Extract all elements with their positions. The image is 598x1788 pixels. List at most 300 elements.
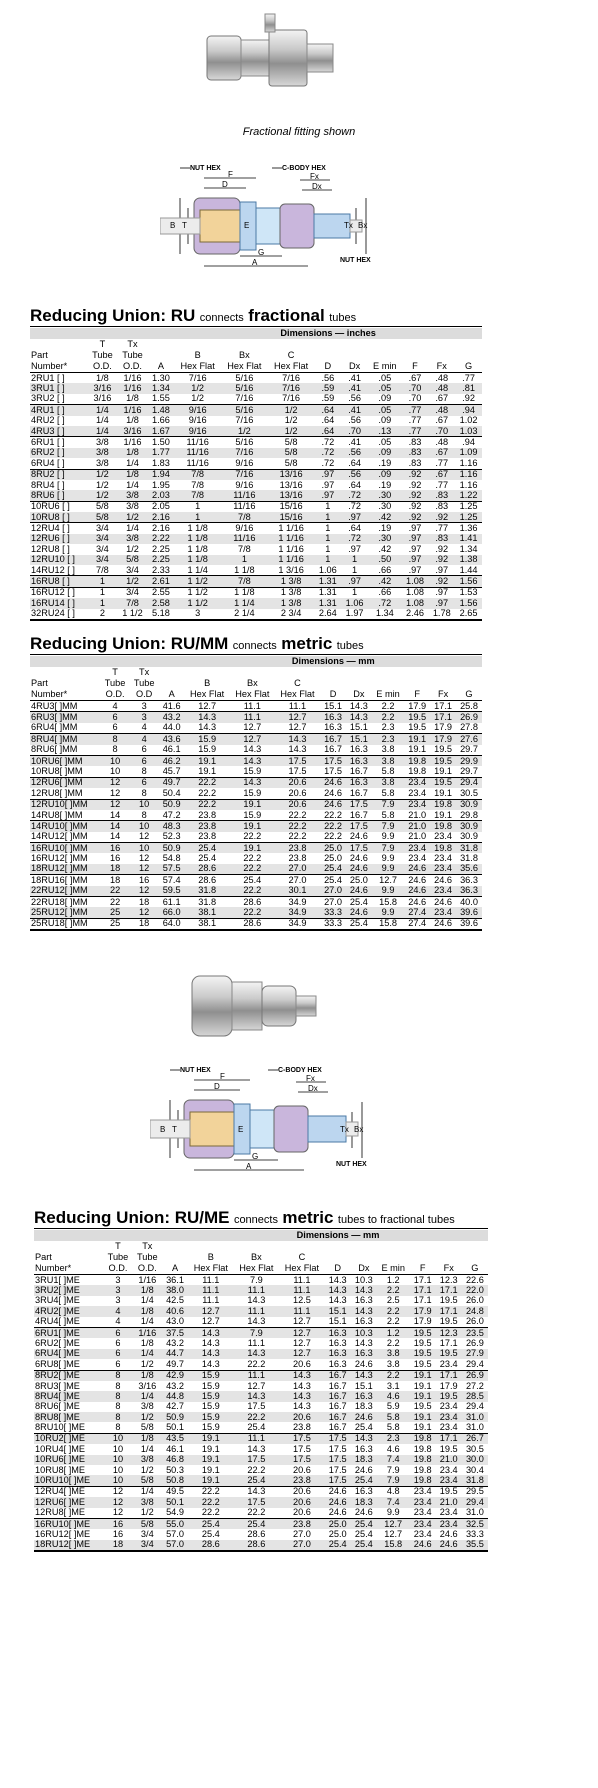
- table-cell: .64: [348, 479, 361, 490]
- table-cell: 1 1/2: [174, 576, 221, 587]
- column-header: [162, 1241, 188, 1252]
- table-cell: 3/4: [126, 564, 139, 575]
- header-cell: [30, 656, 185, 667]
- table-cell: 14.3: [328, 1274, 347, 1285]
- table-cell: 11.1: [234, 1370, 280, 1381]
- table-cell: 14.3: [328, 1295, 347, 1306]
- table-cell: 4: [112, 700, 118, 711]
- table-cell: 23.4: [439, 1464, 458, 1475]
- table-cell: 7/8: [174, 469, 221, 480]
- table-cell: 1/2: [268, 426, 315, 437]
- table-cell: 17.9: [408, 700, 427, 711]
- table-cell: .72: [341, 490, 368, 501]
- table-cell: 5/16: [221, 383, 268, 393]
- table-cell: 27.0: [320, 886, 346, 897]
- table-cell: 4.6: [386, 1443, 400, 1454]
- table-cell: 23.4: [408, 787, 427, 798]
- table-cell: 16.3: [325, 1349, 351, 1359]
- column-header: Hex Flat: [234, 1263, 280, 1275]
- diagram-label-nut-hex-2: NUT HEX: [340, 257, 371, 264]
- table-cell: 23.8: [275, 843, 320, 854]
- table-cell: 3: [141, 700, 147, 711]
- table-cell: 19.1: [408, 744, 427, 755]
- table-row: [34, 1455, 488, 1465]
- table-cell: 23.4: [413, 1528, 432, 1539]
- table-cell: 17.1: [436, 1306, 462, 1316]
- table-cell: 9/16: [174, 426, 221, 437]
- table-row: [30, 480, 482, 490]
- section-title-tail: tubes to fractional tubes: [337, 1214, 455, 1226]
- table-cell: 24.6: [354, 1464, 373, 1475]
- column-header: [377, 1252, 410, 1263]
- diagram-label-t: T: [172, 1125, 177, 1134]
- table-cell: 12: [130, 886, 159, 897]
- table-cell: 19.5: [413, 1337, 432, 1348]
- table-cell: 27.8: [460, 722, 478, 733]
- table-cell: .48: [428, 383, 455, 393]
- table-cell: 7/16: [282, 393, 301, 404]
- section-title-connects: connects: [199, 312, 244, 324]
- part-number-cell: 14RU12[ ]MM: [31, 831, 88, 842]
- table-cell: 37.5: [162, 1327, 188, 1338]
- table-cell: 11.1: [243, 700, 261, 711]
- column-header: Tube: [133, 1252, 162, 1263]
- table-cell: 42.5: [166, 1295, 184, 1306]
- table-cell: 17.5: [320, 755, 346, 766]
- table-cell: 28.6: [185, 875, 230, 886]
- table-cell: 7/16: [235, 393, 254, 404]
- table-cell: 22.2: [185, 777, 230, 788]
- table-row: [30, 565, 482, 576]
- table-cell: 2 1/4: [221, 609, 268, 620]
- table-cell: 9/16: [174, 405, 221, 416]
- table-cell: .97: [428, 598, 455, 608]
- table-cell: 27.6: [456, 734, 482, 745]
- column-header: [159, 667, 185, 678]
- table-cell: .67: [428, 469, 455, 480]
- table-cell: 30.4: [465, 1464, 484, 1475]
- table-cell: .64: [314, 405, 341, 416]
- table-cell: 7.9: [377, 1475, 410, 1486]
- section-title-connects: connects: [233, 1214, 278, 1226]
- table-cell: 24.6: [320, 777, 346, 788]
- table-cell: 1.06: [341, 598, 368, 608]
- table-cell: 8: [103, 1391, 132, 1401]
- table-cell: 3/8: [133, 1497, 162, 1507]
- table-cell: 18: [101, 864, 130, 875]
- table-cell: 22.2: [198, 787, 217, 798]
- column-header: Fx: [436, 1263, 462, 1275]
- table-cell: 43.2: [166, 1337, 184, 1348]
- table-cell: .72: [341, 534, 368, 544]
- table-cell: 1 3/8: [268, 576, 315, 587]
- table-cell: .72: [368, 598, 402, 608]
- table-cell: 7/8: [237, 543, 251, 554]
- table-cell: .05: [368, 383, 402, 393]
- table-cell: 3/8: [133, 1455, 162, 1465]
- table-cell: 36.3: [456, 886, 482, 897]
- table-cell: 14.3: [279, 1370, 325, 1381]
- table-cell: 17.1: [436, 1370, 462, 1381]
- table-cell: 27.2: [465, 1380, 484, 1391]
- table-cell: 12.3: [439, 1274, 458, 1285]
- table-cell: 9.9: [386, 1507, 400, 1518]
- table-cell: 16.3: [324, 722, 342, 733]
- table-cell: 42.7: [166, 1401, 184, 1412]
- table-cell: 26.0: [465, 1295, 484, 1306]
- header-row: [30, 678, 482, 689]
- table-cell: 12.7: [288, 722, 307, 733]
- table-cell: 2.3: [381, 722, 395, 733]
- section-title-ru-mm: [30, 634, 364, 654]
- table-cell: 27.9: [462, 1349, 488, 1359]
- table-cell: 17.5: [325, 1475, 351, 1486]
- table-cell: .72: [321, 457, 335, 468]
- table-cell: 23.4: [434, 853, 453, 864]
- table-cell: 16.7: [325, 1391, 351, 1401]
- table-cell: .42: [368, 512, 402, 523]
- table-cell: 25.4: [351, 1540, 377, 1551]
- table-row: [30, 587, 482, 598]
- table-cell: .92: [428, 512, 455, 523]
- section-title-main: Reducing Union: RU/MM: [30, 634, 229, 653]
- spec-table-ru: [30, 328, 482, 621]
- table-cell: 3/8: [117, 534, 147, 544]
- table-cell: 31.8: [185, 886, 230, 897]
- column-header: D: [320, 689, 346, 701]
- table-cell: 17.9: [434, 722, 453, 733]
- part-number-cell: 6RU4 [ ]: [31, 457, 65, 468]
- table-cell: 1.44: [459, 564, 478, 575]
- table-cell: .97: [341, 576, 368, 587]
- column-header: [455, 350, 482, 361]
- table-cell: 16.7: [328, 1422, 347, 1433]
- table-cell: 17.5: [328, 1464, 347, 1475]
- table-cell: 23.4: [434, 831, 453, 842]
- table-cell: 43.6: [159, 734, 185, 745]
- table-cell: 1/16: [117, 383, 147, 393]
- header-row: [30, 339, 482, 350]
- table-cell: 22.2: [188, 1486, 234, 1497]
- table-cell: 17.5: [325, 1455, 351, 1465]
- table-cell: .59: [321, 393, 335, 404]
- table-cell: 19.5: [408, 722, 427, 733]
- table-cell: 22: [101, 897, 130, 908]
- table-row: [30, 788, 482, 799]
- column-header: [174, 339, 221, 350]
- table-row: [30, 766, 482, 777]
- table-row: [30, 810, 482, 821]
- table-cell: 7/8: [221, 576, 268, 587]
- column-header: C: [268, 350, 315, 361]
- table-cell: 29.7: [460, 744, 478, 755]
- column-header: Hex Flat: [188, 1263, 234, 1275]
- table-cell: 5.9: [386, 1401, 400, 1412]
- table-cell: 16: [112, 1528, 124, 1539]
- table-cell: 11.1: [188, 1285, 234, 1295]
- table-cell: 17.9: [413, 1316, 432, 1327]
- table-row: [30, 853, 482, 863]
- table-cell: 3/4: [133, 1540, 162, 1551]
- table-cell: 25.4: [354, 1422, 373, 1433]
- table-cell: .41: [348, 372, 361, 383]
- table-cell: 2.2: [377, 1285, 410, 1295]
- column-header: [428, 350, 455, 361]
- column-header: O.D.: [103, 1263, 132, 1275]
- part-number-cell: 32RU24 [ ]: [30, 609, 87, 620]
- table-cell: 15.8: [377, 1540, 410, 1551]
- table-cell: 11.1: [288, 700, 307, 711]
- column-header: [436, 1241, 462, 1252]
- table-row: [34, 1497, 488, 1507]
- table-cell: .64: [314, 426, 341, 437]
- table-cell: 18: [101, 875, 130, 886]
- part-number-cell: 18RU16[ ]MM: [30, 875, 101, 886]
- table-cell: 34.9: [275, 907, 320, 918]
- table-cell: .30: [368, 534, 402, 544]
- table-cell: 18: [103, 1540, 132, 1551]
- table-row: [34, 1486, 488, 1497]
- column-header: [351, 1252, 377, 1263]
- table-cell: 25.4: [320, 864, 346, 875]
- part-number-cell: 10RU6[ ]ME: [34, 1455, 103, 1465]
- column-header: [159, 678, 185, 689]
- table-cell: 1.97: [341, 609, 368, 620]
- table-cell: .97: [321, 479, 335, 490]
- header-row: [30, 361, 482, 373]
- table-cell: 1.78: [428, 609, 455, 620]
- table-cell: 12: [130, 907, 159, 918]
- table-cell: 12.7: [377, 1518, 410, 1529]
- table-cell: 15/16: [268, 512, 315, 523]
- part-number-cell: 8RU2 [ ]: [30, 469, 87, 480]
- table-cell: 1/8: [96, 372, 109, 383]
- table-cell: 52.3: [162, 831, 181, 842]
- table-cell: 1.38: [455, 555, 482, 565]
- table-cell: 20.6: [292, 1464, 311, 1475]
- table-cell: .09: [368, 448, 402, 458]
- table-row: [30, 373, 482, 384]
- part-number-cell: 22RU18[ ]MM: [30, 897, 101, 908]
- column-header: Number*: [30, 361, 87, 373]
- table-row: [30, 723, 482, 734]
- table-cell: 5/8: [268, 437, 315, 448]
- table-cell: 18.3: [351, 1497, 377, 1507]
- table-cell: 1.06: [318, 564, 337, 575]
- part-number-cell: 14RU8[ ]MM: [31, 809, 83, 820]
- table-cell: 17.5: [234, 1455, 280, 1465]
- table-cell: 19.1: [188, 1433, 234, 1444]
- table-cell: .48: [428, 405, 455, 416]
- table-cell: 5.18: [148, 609, 175, 620]
- table-cell: 9/16: [188, 415, 207, 426]
- table-cell: 5/16: [221, 437, 268, 448]
- table-cell: 25.0: [320, 843, 346, 854]
- table-cell: 7/16: [282, 372, 301, 383]
- table-cell: 14.3: [188, 1349, 234, 1359]
- table-row: [30, 512, 482, 523]
- table-row: [30, 534, 482, 544]
- table-cell: 25.0: [324, 853, 342, 864]
- diagram-label-fx: Fx: [310, 172, 319, 181]
- table-cell: 12: [139, 853, 150, 864]
- spec-table-ru-me: [34, 1230, 488, 1552]
- table-cell: 28.6: [230, 918, 275, 930]
- table-row: [30, 843, 482, 854]
- table-cell: 24.6: [354, 1358, 373, 1369]
- table-cell: 17.5: [288, 765, 307, 776]
- table-cell: 14.3: [288, 744, 307, 755]
- diagram-label-g: G: [252, 1152, 259, 1161]
- column-header: Tube: [130, 678, 159, 689]
- table-cell: 1/4: [87, 405, 117, 416]
- part-number-cell: 16RU14 [ ]: [30, 598, 87, 608]
- table-cell: 1/4: [126, 479, 139, 490]
- column-header: Hex Flat: [279, 1263, 325, 1275]
- table-cell: 20.6: [279, 1486, 325, 1497]
- table-cell: .50: [368, 555, 402, 565]
- table-cell: 12.3: [436, 1327, 462, 1338]
- column-header: Hex Flat: [174, 361, 221, 373]
- table-cell: 2 3/4: [268, 609, 315, 620]
- table-row: [30, 383, 482, 393]
- table-cell: .30: [368, 490, 402, 501]
- table-cell: 25: [101, 907, 130, 918]
- table-cell: 4: [115, 1316, 121, 1327]
- table-cell: 1/8: [133, 1306, 162, 1316]
- diagram-label-a: A: [246, 1162, 252, 1171]
- table-cell: .64: [321, 415, 335, 426]
- column-header: [346, 678, 372, 689]
- table-cell: 1 1/16: [268, 523, 315, 534]
- table-row: [34, 1349, 488, 1359]
- part-number-cell: 16RU10[ ]MM: [30, 843, 101, 854]
- table-cell: 6: [112, 722, 118, 733]
- table-cell: 12.7: [275, 712, 320, 723]
- table-row: [34, 1540, 488, 1551]
- table-cell: .48: [428, 437, 455, 448]
- table-header: [30, 328, 482, 373]
- table-cell: 1 3/16: [278, 564, 304, 575]
- table-cell: 22.2: [324, 831, 342, 842]
- spec-table-ru-mm: [30, 656, 482, 931]
- table-cell: 22: [101, 886, 130, 897]
- table-row: [30, 576, 482, 587]
- table-body: [30, 373, 482, 620]
- table-cell: 38.1: [185, 918, 230, 930]
- table-cell: 2.2: [381, 700, 395, 711]
- table-cell: .83: [428, 490, 455, 501]
- column-header: [148, 339, 175, 350]
- table-cell: 46.1: [166, 1443, 184, 1454]
- table-cell: 1.94: [148, 469, 175, 480]
- table-cell: 19.1: [410, 1370, 436, 1381]
- table-cell: 28.6: [247, 1528, 266, 1539]
- table-cell: 22.2: [288, 831, 307, 842]
- table-cell: 24.6: [325, 1497, 351, 1507]
- table-cell: 17.5: [279, 1433, 325, 1444]
- part-number-cell: 18RU12[ ]ME: [34, 1540, 103, 1551]
- table-row: [34, 1518, 488, 1529]
- table-cell: .97: [341, 512, 368, 523]
- table-cell: 1/2: [191, 393, 205, 404]
- part-number-cell: 12RU10[ ]MM: [30, 799, 101, 810]
- column-header: O.D.: [87, 361, 117, 373]
- column-header: [320, 667, 346, 678]
- part-number-cell: 10RU8[ ]ME: [35, 1464, 86, 1475]
- column-header: Bx: [230, 678, 275, 689]
- table-cell: .97: [314, 490, 341, 501]
- section-title-main: Reducing Union: RU/ME: [34, 1208, 230, 1227]
- table-cell: 19.5: [439, 1295, 458, 1306]
- table-cell: 14.3: [234, 1486, 280, 1497]
- table-cell: 1: [174, 512, 221, 523]
- table-cell: 29.7: [460, 765, 478, 776]
- column-header: Hex Flat: [230, 689, 275, 701]
- table-cell: .41: [341, 437, 368, 448]
- table-cell: .92: [428, 576, 455, 587]
- table-cell: 29.4: [465, 1358, 484, 1369]
- part-number-cell: 3RU1 [ ]: [30, 383, 87, 393]
- column-header: [404, 667, 430, 678]
- table-cell: 23.4: [436, 1475, 462, 1486]
- table-cell: 15.9: [201, 1380, 220, 1391]
- table-cell: 7/16: [221, 448, 268, 458]
- table-cell: 17.5: [346, 821, 372, 832]
- table-cell: 14.3: [234, 1391, 280, 1401]
- table-cell: 7/8: [191, 479, 205, 490]
- table-row: [30, 555, 482, 565]
- table-row: [30, 907, 482, 918]
- table-cell: 19.5: [434, 744, 453, 755]
- diagram-label-b: B: [160, 1125, 166, 1134]
- table-cell: .94: [455, 437, 482, 448]
- table-cell: .77: [402, 426, 429, 437]
- diagram-label-f: F: [220, 1072, 225, 1081]
- table-cell: 1/4: [140, 1443, 154, 1454]
- table-cell: 11.1: [279, 1306, 325, 1316]
- table-cell: 21.0: [404, 821, 430, 832]
- table-cell: 30.9: [460, 831, 478, 842]
- table-cell: 50.9: [159, 843, 185, 854]
- table-cell: 12.7: [188, 1306, 234, 1316]
- table-cell: 12.7: [292, 1337, 311, 1348]
- table-cell: 19.1: [404, 734, 430, 745]
- table-cell: .77: [435, 457, 449, 468]
- table-cell: 23.8: [279, 1475, 325, 1486]
- table-cell: 1/8: [140, 1337, 154, 1348]
- table-cell: 19.8: [413, 1464, 432, 1475]
- table-cell: 25.4: [230, 875, 275, 886]
- column-header: [410, 1252, 436, 1263]
- table-cell: 19.5: [439, 1443, 458, 1454]
- table-cell: 3.8: [377, 1349, 410, 1359]
- table-cell: 17.5: [346, 799, 372, 810]
- table-cell: .70: [341, 426, 368, 437]
- table-cell: 24.6: [346, 864, 372, 875]
- table-cell: 15.1: [325, 1306, 351, 1316]
- part-number-cell: 8RU10[ ]ME: [35, 1422, 86, 1433]
- table-cell: 25.4: [346, 918, 372, 930]
- table-cell: 17.1: [413, 1295, 432, 1306]
- table-cell: 15.9: [201, 1401, 220, 1412]
- table-cell: 11.1: [202, 1274, 220, 1285]
- table-cell: 14.3: [198, 722, 217, 733]
- table-row: [30, 426, 482, 437]
- table-cell: 17.5: [275, 755, 320, 766]
- table-cell: 15.9: [243, 809, 262, 820]
- table-cell: 16.7: [320, 734, 346, 745]
